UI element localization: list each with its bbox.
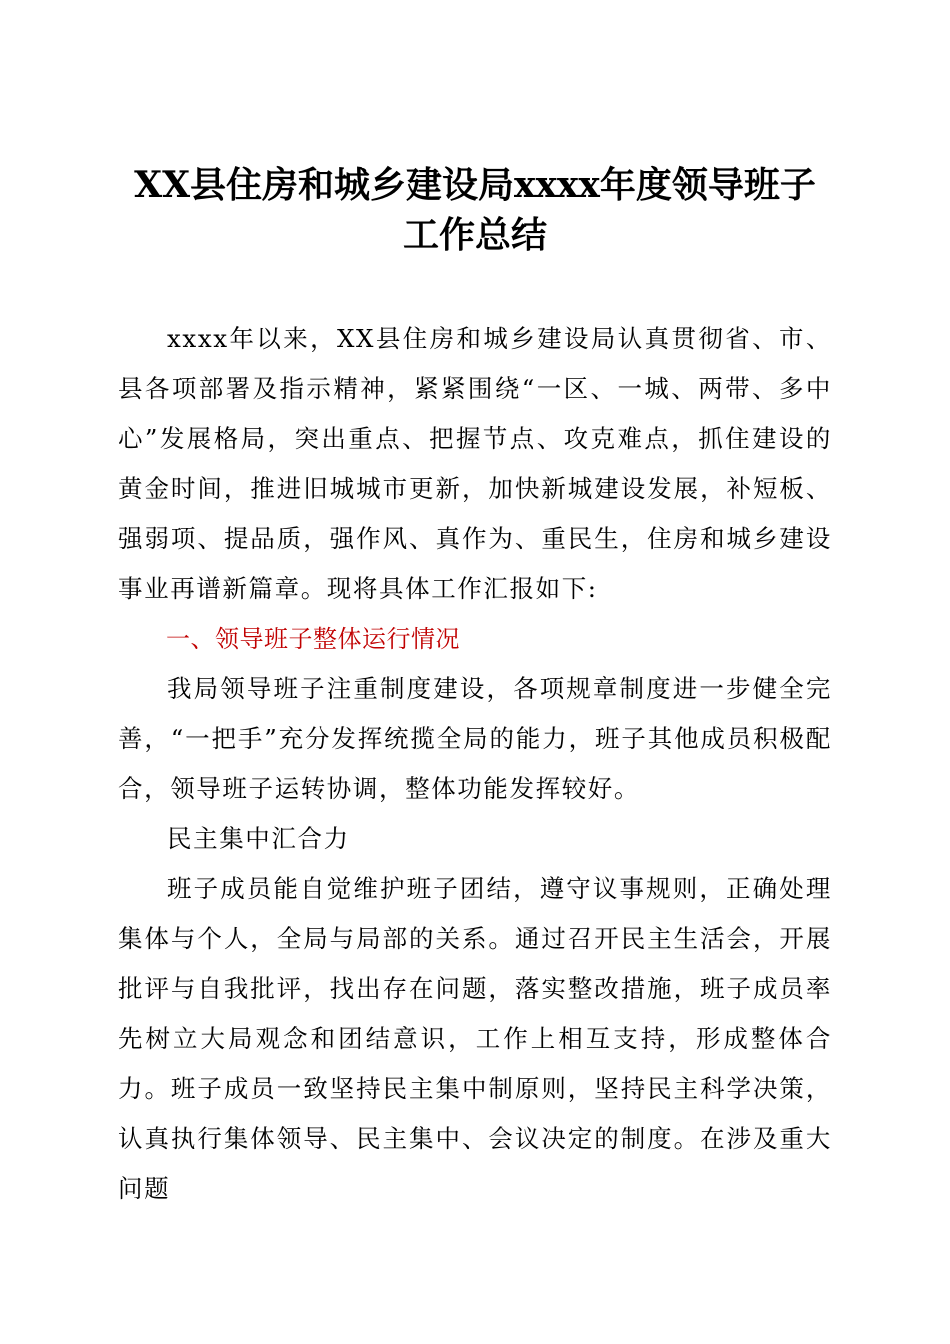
- intro-paragraph: xxxx年以来，XX县住房和城乡建设局认真贯彻省、市、县各项部署及指示精神，紧紧围绕“一区、一城、两带、多中心”发展格局，突出重点、把握节点、攻克难点，抓住建设的黄金时间，推进旧城城市更新，加快新城建设发展，补短板、强弱项、提品质，强作风、真作为、重民生，住房和城乡建设事业再谱新篇章。现将具体工作汇报如下:: [118, 324, 832, 603]
- document-title: XX县住房和城乡建设局xxxx年度领导班子工作总结: [134, 164, 816, 256]
- subsection-paragraph: 班子成员能自觉维护班子团结，遵守议事规则，正确处理集体与个人，全局与局部的关系。通过召开民主生活会，开展批评与自我批评，找出存在问题，落实整改措施，班子成员率先树立大局观念和团结意识，工作上相互支持，形成整体合力。班子成员一致坚持民主集中制原则，坚持民主科学决策，认真执行集体领导、民主集中、会议决定的制度。在涉及重大问题: [118, 874, 832, 1203]
- document-body: [118, 314, 832, 1214]
- section-paragraph: 我局领导班子注重制度建设，各项规章制度进一步健全完善，“一把手”充分发挥统揽全局的能力，班子其他成员积极配合，领导班子运转协调，整体功能发挥较好。: [118, 674, 832, 803]
- subsection-heading: 民主集中汇合力: [167, 824, 350, 853]
- section-heading: 一、领导班子整体运行情况: [166, 625, 460, 653]
